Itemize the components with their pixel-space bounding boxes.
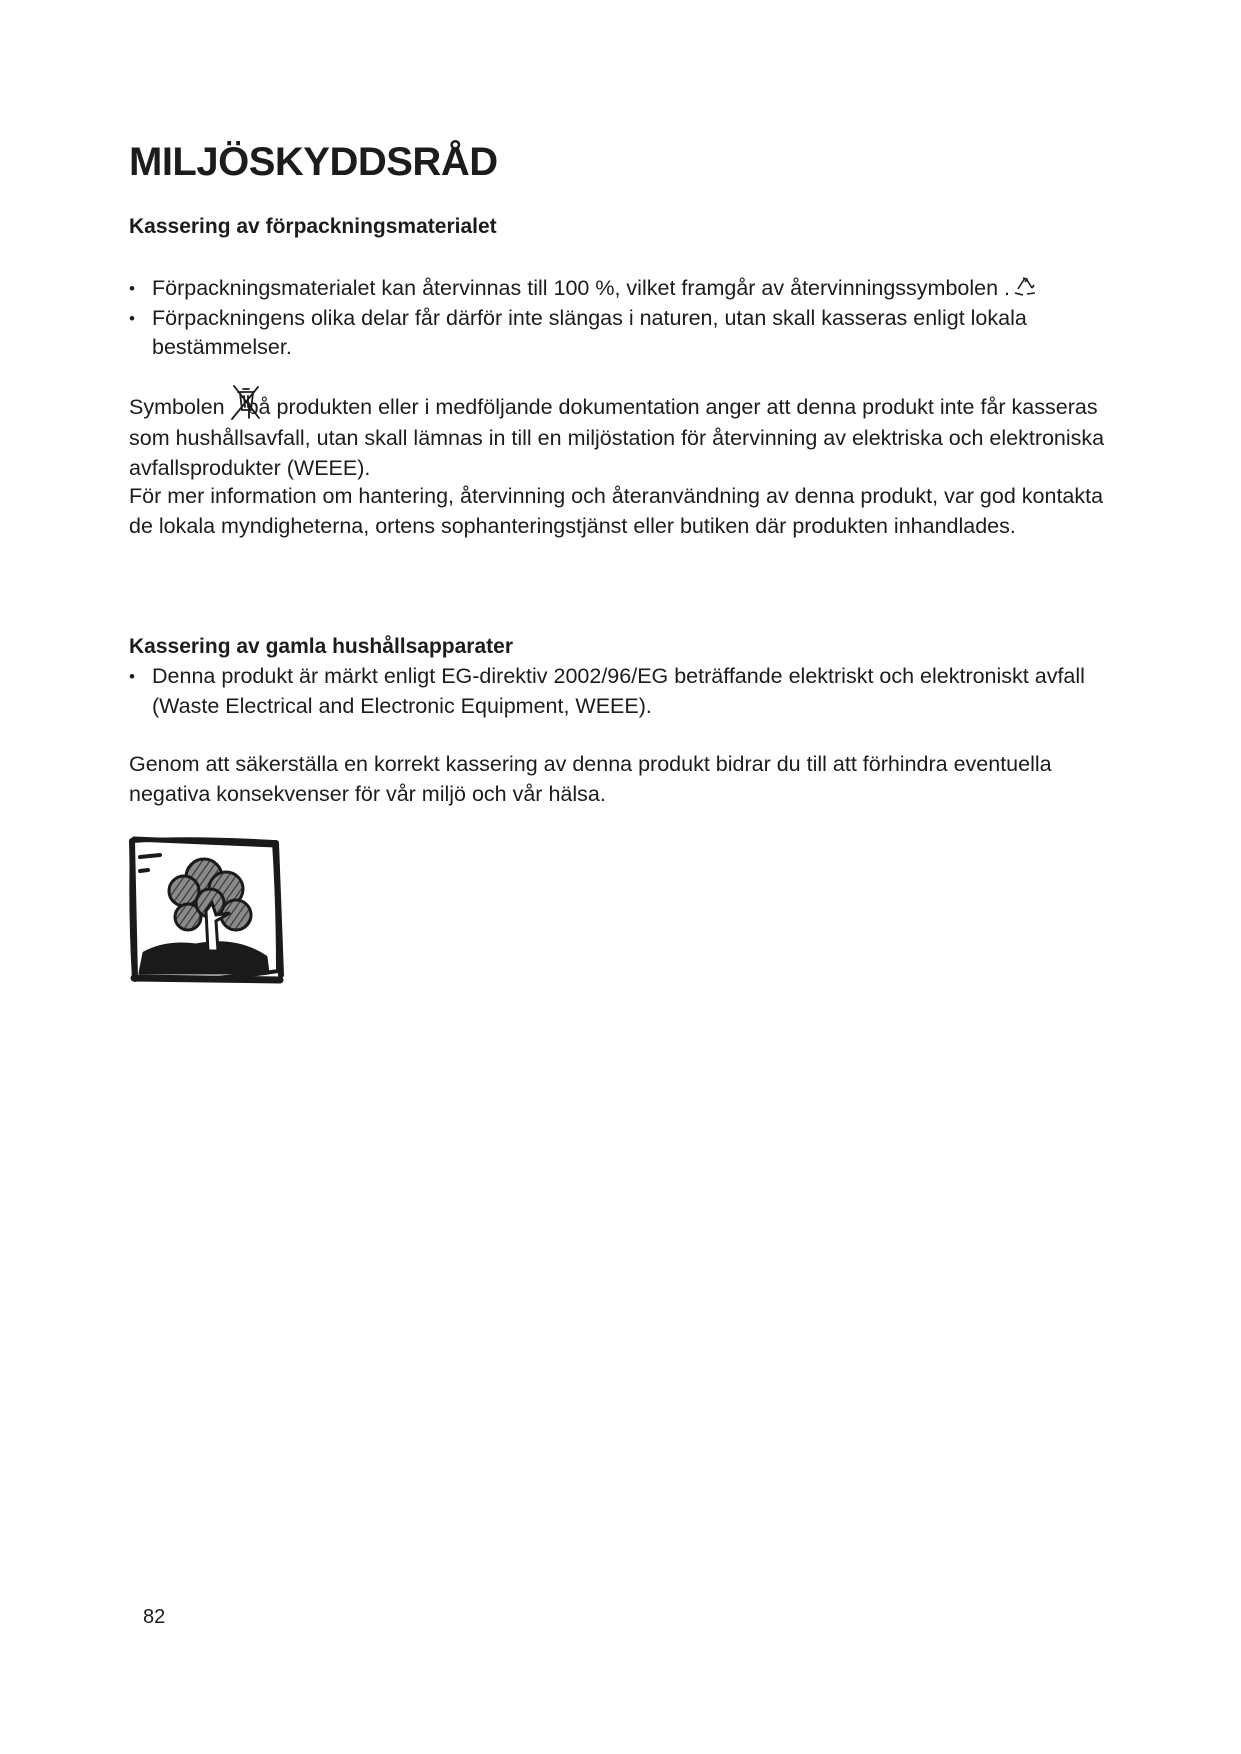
tree-icon	[126, 833, 302, 993]
crossed-out-bin-icon	[229, 382, 263, 424]
page-title: MILJÖSKYDDSRÅD	[129, 140, 498, 184]
page-number: 82	[143, 1606, 166, 1628]
packaging-bullet-list	[129, 274, 1129, 363]
recycle-icon	[1012, 276, 1038, 298]
bullet-text-directive: Denna produkt är märkt enligt EG-direktiv 2002/96/EG beträffande elektriskt och elektroniskt avfall (Waste Electrical and Electronic Equipment, WEEE).	[152, 664, 1085, 718]
list-item	[129, 304, 1129, 363]
info-paragraph: För mer information om hantering, återvinning och återanvändning av denna produkt, var god kontakta de lokala myndigheterna, ortens sophanteringstjänst eller butiken där produkten inhandlades.	[129, 484, 1104, 538]
consequences-paragraph: Genom att säkerställa en korrekt kassering av denna produkt bidrar du till att förhindra eventuella negativa konsekvenser för vår miljö och vår hälsa.	[129, 752, 1052, 806]
list-item	[129, 274, 1129, 304]
weee-text-after: på produkten eller i medföljande dokumentation anger att denna produkt inte får kasseras som hushållsavfall, utan skall lämnas in till en miljöstation för återvinning av elektriska och elektroniska avfallsprodukter (WEEE).	[129, 395, 1105, 480]
weee-text-before: Symbolen	[129, 395, 225, 419]
list-item	[129, 662, 1129, 721]
bullet-text-recycling: Förpackningsmaterialet kan återvinnas till 100 %, vilket framgår av återvinningssymbolen .	[152, 276, 1011, 300]
weee-paragraph	[129, 393, 1119, 483]
section-heading-appliances: Kassering av gamla hushållsapparater	[129, 635, 513, 658]
appliance-bullet-list	[129, 662, 1129, 721]
bullet-text-disposal: Förpackningens olika delar får därför inte slängas i naturen, utan skall kasseras enligt lokala bestämmelser.	[152, 305, 1027, 359]
section-heading-packaging: Kassering av förpackningsmaterialet	[129, 215, 497, 238]
